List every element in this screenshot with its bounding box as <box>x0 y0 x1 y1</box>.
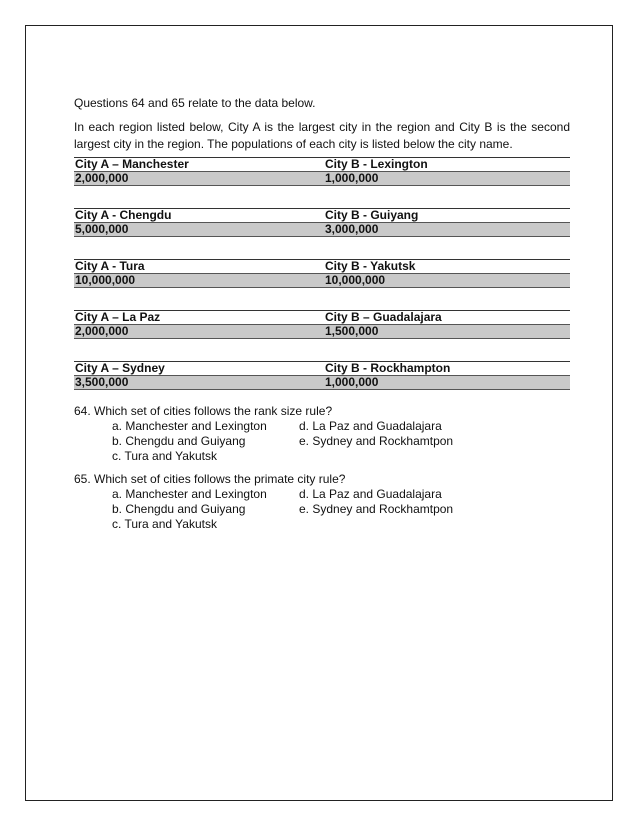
option-e: e. Sydney and Rockhamtpon <box>299 502 454 516</box>
city-name-row <box>74 361 570 375</box>
city-a-population: 5,000,000 <box>75 222 129 236</box>
city-a-label: City A – Sydney <box>75 361 165 375</box>
city-a-label: City A - Chengdu <box>75 208 172 222</box>
city-b-population: 3,000,000 <box>325 222 379 236</box>
population-row <box>74 324 570 339</box>
city-a-population: 10,000,000 <box>75 273 136 287</box>
option-b: b. Chengdu and Guiyang <box>112 502 246 516</box>
population-row <box>74 375 570 390</box>
city-a-label: City A – La Paz <box>75 310 161 324</box>
city-pair-table <box>74 259 570 288</box>
population-row <box>74 273 570 288</box>
city-b-population: 1,000,000 <box>325 171 379 185</box>
option-b: b. Chengdu and Guiyang <box>112 434 246 448</box>
option-d: d. La Paz and Guadalajara <box>299 487 442 501</box>
option-d: d. La Paz and Guadalajara <box>299 419 442 433</box>
city-pair-table <box>74 208 570 237</box>
intro-text: Questions 64 and 65 relate to the data below. <box>74 96 316 110</box>
city-a-population: 2,000,000 <box>75 171 129 185</box>
city-name-row <box>74 157 570 171</box>
city-b-label: City B – Guadalajara <box>325 310 442 324</box>
document-body <box>74 95 570 532</box>
city-pair-table <box>74 361 570 390</box>
city-b-label: City B - Yakutsk <box>325 259 416 273</box>
question-64 <box>74 404 570 464</box>
city-name-row <box>74 208 570 222</box>
city-pair-table <box>74 157 570 186</box>
population-row <box>74 222 570 237</box>
city-a-label: City A - Tura <box>75 259 145 273</box>
city-a-label: City A – Manchester <box>75 157 189 171</box>
city-b-label: City B - Lexington <box>325 157 428 171</box>
question-text: 65. Which set of cities follows the primate city rule? <box>74 472 346 486</box>
city-b-label: City B - Rockhampton <box>325 361 451 375</box>
description-text: In each region listed below, City A is the largest city in the region and City B is the second largest city in the region. The populations of each city is listed below the city name. <box>74 120 570 151</box>
city-name-row <box>74 259 570 273</box>
city-a-population: 2,000,000 <box>75 324 129 338</box>
city-pair-table <box>74 310 570 339</box>
city-a-population: 3,500,000 <box>75 375 129 389</box>
question-text: 64. Which set of cities follows the rank size rule? <box>74 404 333 418</box>
answer-options <box>112 487 570 532</box>
city-b-population: 1,000,000 <box>325 375 379 389</box>
population-row <box>74 171 570 186</box>
city-b-population: 10,000,000 <box>325 273 386 287</box>
city-name-row <box>74 310 570 324</box>
city-b-label: City B - Guiyang <box>325 208 419 222</box>
option-e: e. Sydney and Rockhamtpon <box>299 434 454 448</box>
city-b-population: 1,500,000 <box>325 324 379 338</box>
option-a: a. Manchester and Lexington <box>112 487 267 501</box>
option-c: c. Tura and Yakutsk <box>112 517 217 531</box>
question-65 <box>74 472 570 532</box>
option-a: a. Manchester and Lexington <box>112 419 267 433</box>
answer-options <box>112 419 570 464</box>
option-c: c. Tura and Yakutsk <box>112 449 217 463</box>
